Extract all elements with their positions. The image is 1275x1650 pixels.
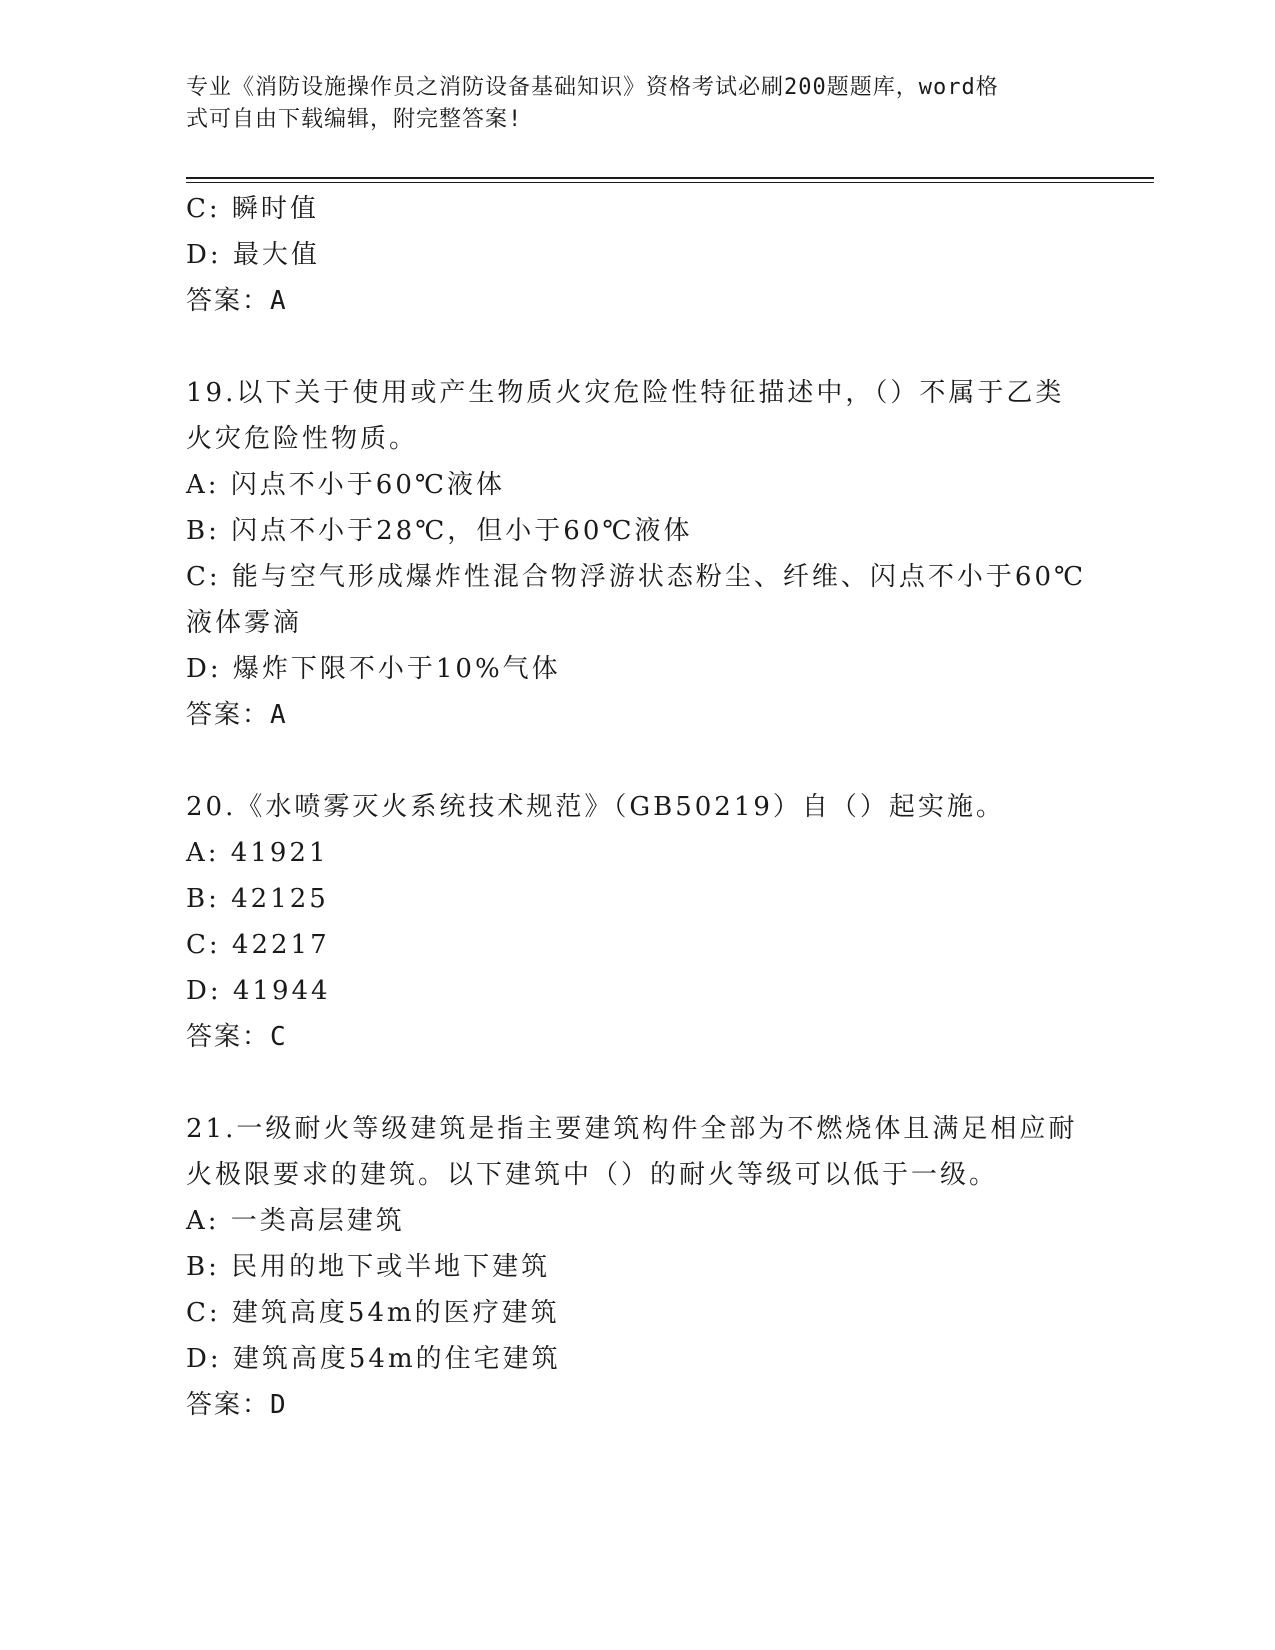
spacer (186, 324, 1086, 370)
question-stem-line: 19.以下关于使用或产生物质火灾危险性特征描述中，（）不属于乙类 (186, 378, 1065, 408)
option-a: A: 闪点不小于60℃液体 (186, 470, 505, 500)
question-19 (186, 370, 1086, 738)
question-content (186, 186, 1086, 1428)
spacer (186, 738, 1086, 784)
option-d: D: 建筑高度54m的住宅建筑 (186, 1344, 561, 1374)
header-rule-thin (186, 182, 1154, 183)
previous-question-tail (186, 186, 1086, 324)
option-c: C: 瞬时值 (186, 194, 319, 224)
answer-line: 答案：C (186, 1022, 288, 1052)
question-21 (186, 1106, 1086, 1428)
option-c: C: 能与空气形成爆炸性混合物浮游状态粉尘、纤维、闪点不小于60℃ (186, 562, 1087, 592)
option-a: A: 一类高层建筑 (186, 1206, 405, 1236)
header-line-1: 专业《消防设施操作员之消防设备基础知识》资格考试必刷200题题库，word格 (186, 75, 999, 100)
answer-line: 答案：A (186, 286, 288, 316)
answer-line: 答案：D (186, 1390, 288, 1420)
option-d: D: 最大值 (186, 240, 320, 270)
option-c: C: 42217 (186, 930, 330, 960)
option-a: A: 41921 (186, 838, 329, 868)
header-line-2: 式可自由下载编辑，附完整答案! (186, 107, 523, 132)
option-c: C: 建筑高度54m的医疗建筑 (186, 1298, 560, 1328)
question-stem-line: 20.《水喷雾灭火系统技术规范》（GB50219）自（）起实施。 (186, 792, 1005, 822)
answer-line: 答案：A (186, 700, 288, 730)
option-b: B: 42125 (186, 884, 329, 914)
option-c-continuation: 液体雾滴 (186, 608, 303, 638)
option-b: B: 闪点不小于28℃，但小于60℃液体 (186, 516, 693, 546)
document-header (186, 72, 1086, 136)
option-d: D: 爆炸下限不小于10%气体 (186, 654, 561, 684)
spacer (186, 1060, 1086, 1106)
option-b: B: 民用的地下或半地下建筑 (186, 1252, 551, 1282)
question-stem-line: 火灾危险性物质。 (186, 424, 419, 454)
question-stem-line: 火极限要求的建筑。以下建筑中（）的耐火等级可以低于一级。 (186, 1160, 999, 1190)
option-d: D: 41944 (186, 976, 331, 1006)
question-stem-line: 21.一级耐火等级建筑是指主要建筑构件全部为不燃烧体且满足相应耐 (186, 1114, 1078, 1144)
header-rule-thick (186, 177, 1154, 179)
question-20 (186, 784, 1086, 1060)
